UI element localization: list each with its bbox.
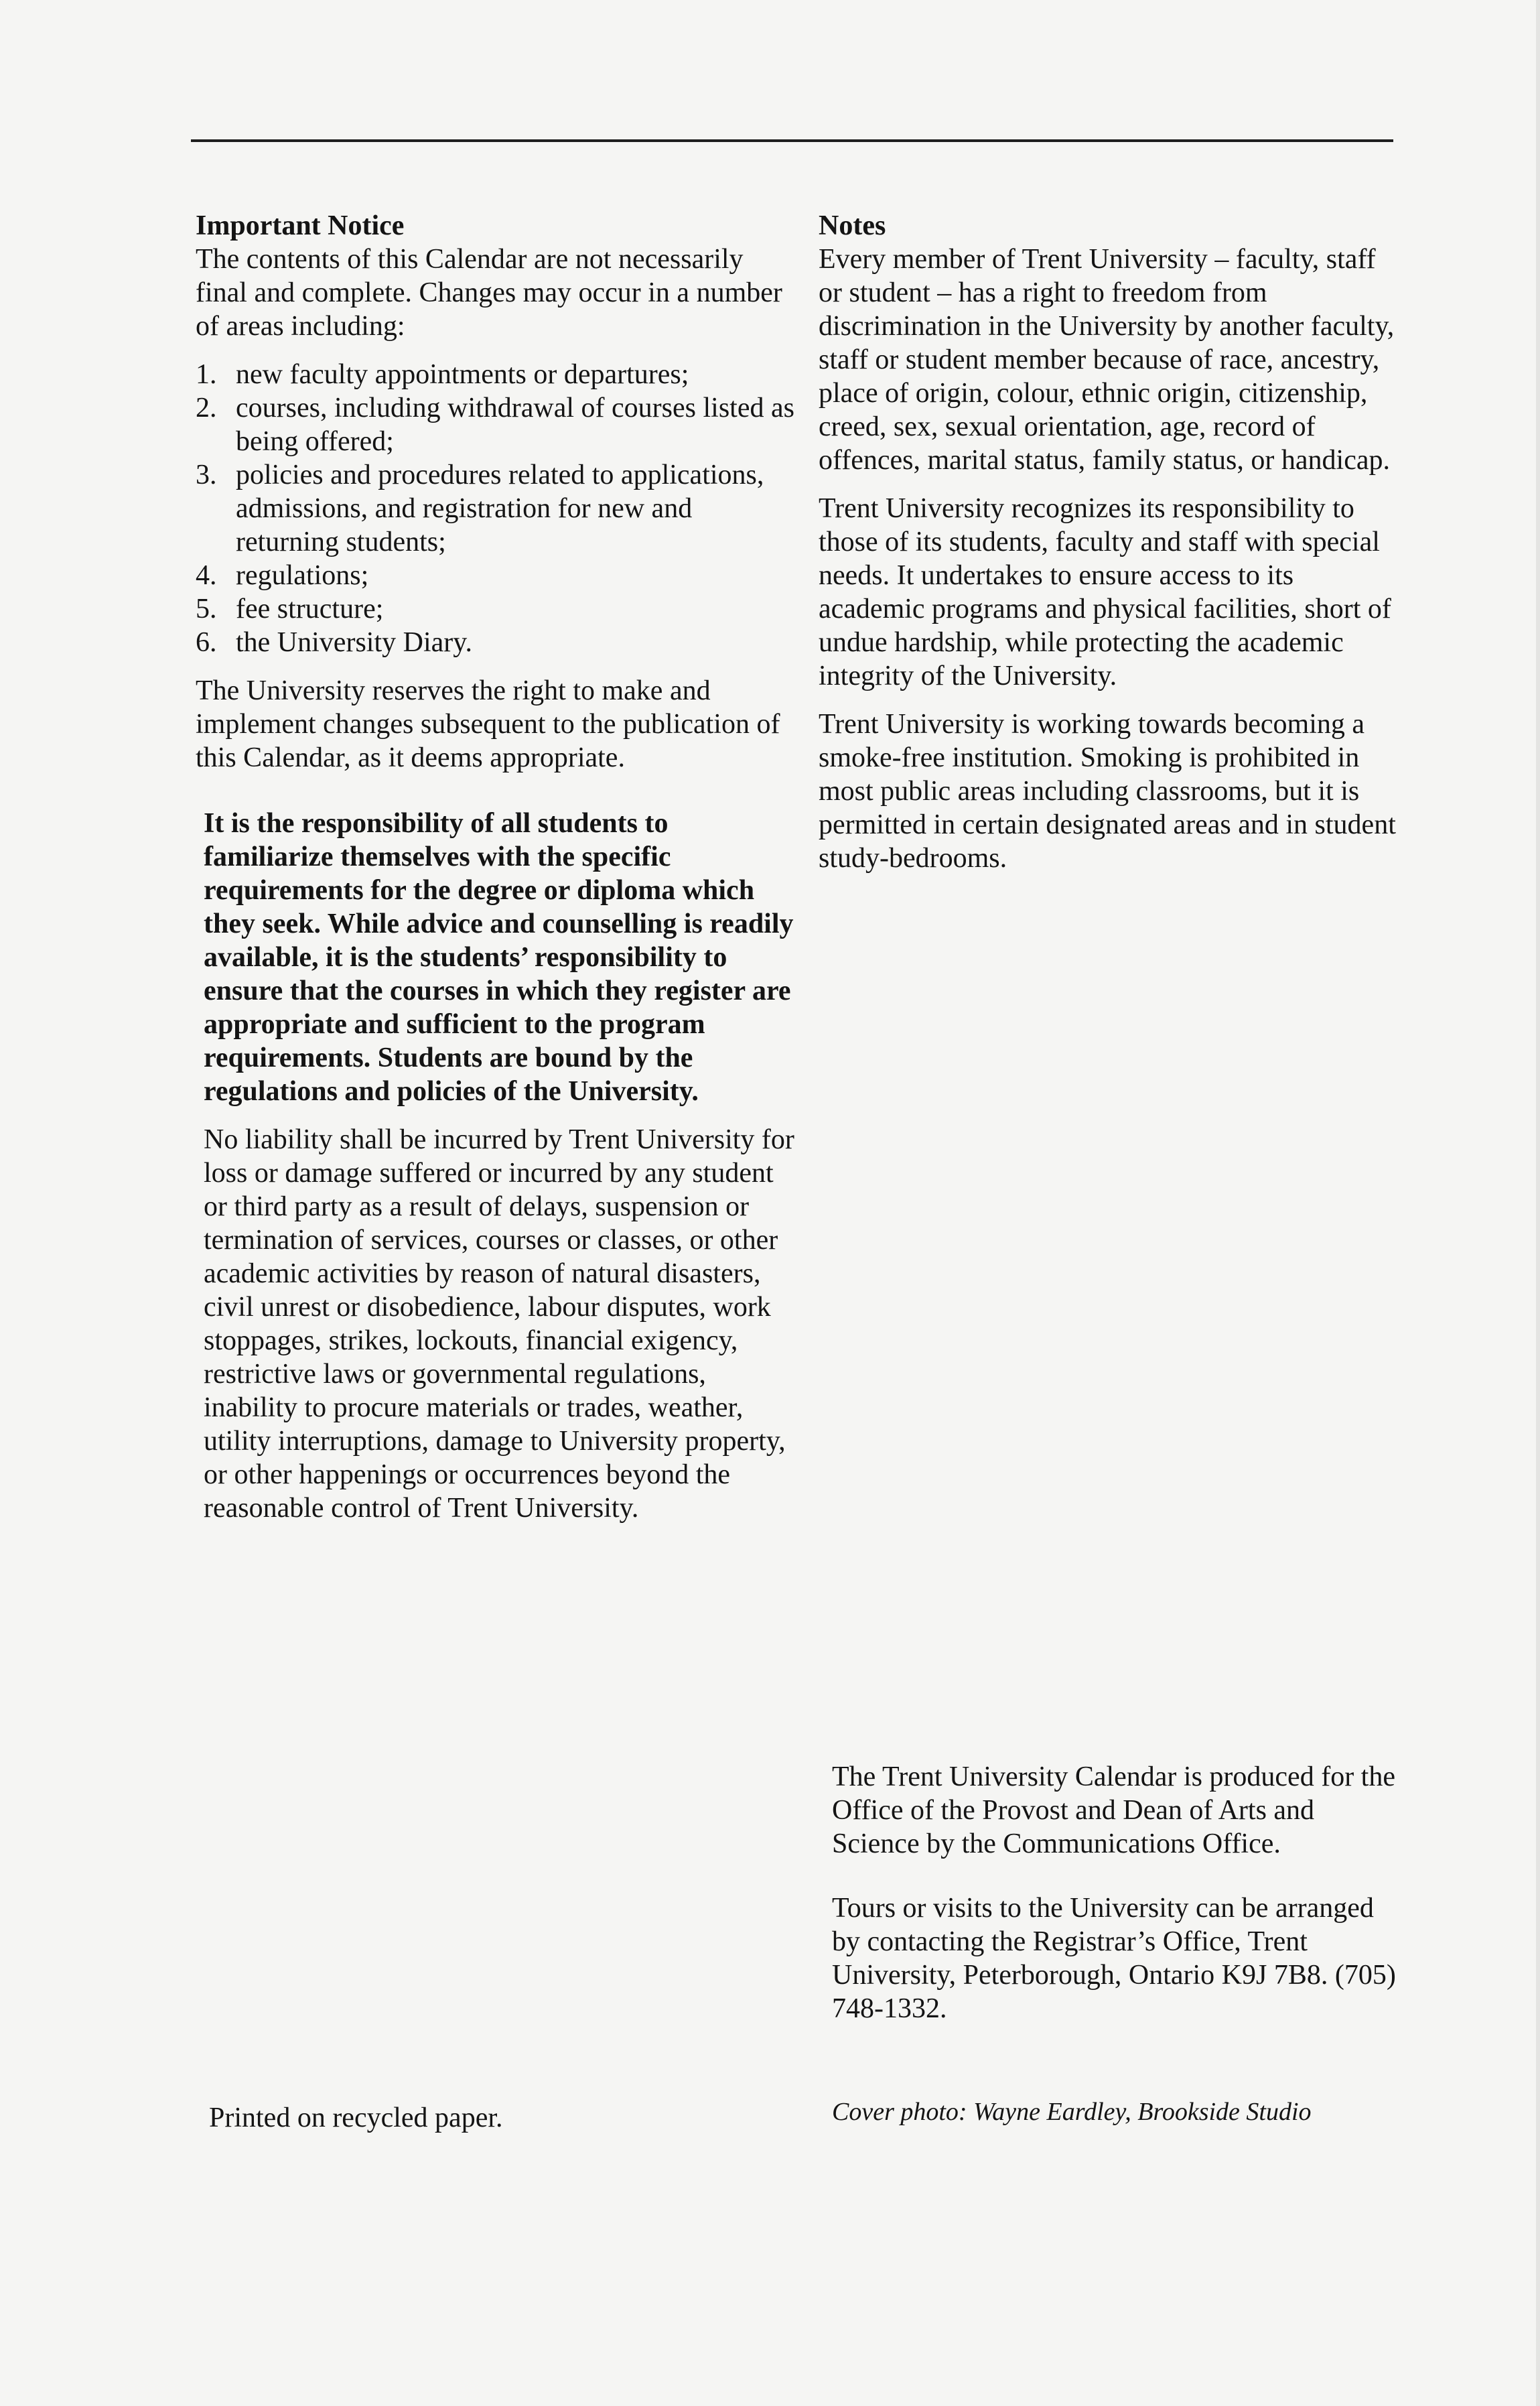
cover-photo-credit: Cover photo: Wayne Eardley, Brookside Studio (832, 2098, 1312, 2126)
special-needs-paragraph: Trent University recognizes its responsibility to those of its students, faculty and staff with special needs. It undertakes to ensure access to its academic programs and physical facilities, short of undue hardship, while protecting the academic integrity of the University. (819, 493, 1391, 691)
list-item-text: regulations; (236, 560, 369, 591)
list-item-number: 2. (196, 393, 217, 423)
list-item (196, 592, 798, 626)
list-item (196, 391, 798, 458)
list-item-text: courses, including withdrawal of courses listed as being offered; (236, 393, 794, 457)
list-item-text: policies and procedures related to applications, admissions, and registration for new and returning students; (236, 460, 764, 557)
list-item (196, 559, 798, 592)
list-item-number: 6. (196, 627, 217, 658)
list-item-text: the University Diary. (236, 627, 473, 658)
list-item-text: fee structure; (236, 594, 384, 624)
list-item (196, 626, 798, 659)
recycled-paper-note: Printed on recycled paper. (209, 2102, 503, 2133)
responsibility-paragraph: It is the responsibility of all students to familiarize themselves with the specific requirements for the degree or diploma which they seek. While advice and counselling is readily available, it is the students’ responsibility to ensure that the courses in which they register are appropriate and sufficient to the program requirements. Students are bound by the regulations and policies of the University. (204, 808, 794, 1107)
list-item-number: 5. (196, 594, 217, 624)
important-notice-column (196, 209, 798, 1540)
important-notice-title: Important Notice (196, 210, 405, 241)
list-item-number: 3. (196, 460, 217, 490)
header-rule (191, 139, 1393, 142)
smoke-free-paragraph: Trent University is working towards becoming a smoke-free institution. Smoking is prohibited in most public areas including classrooms, but it is permitted in certain designated areas and in student study-bedrooms. (819, 709, 1396, 874)
tours-paragraph: Tours or visits to the University can be arranged by contacting the Registrar’s Office, Trent University, Peterborough, Ontario K9J 7B8. (705) 748-1332. (832, 1893, 1396, 2024)
notes-title: Notes (819, 210, 886, 241)
produced-by-paragraph: The Trent University Calendar is produced for the Office of the Provost and Dean of Arts and Science by the Communications Office. (832, 1761, 1395, 1859)
liability-paragraph: No liability shall be incurred by Trent University for loss or damage suffered or incurred by any student or third party as a result of delays, suspension or termination of services, courses or classes, or other academic activities by reason of natural disasters, civil unrest or disobedience, labour disputes, work stoppages, strikes, lockouts, financial exigency, restrictive laws or governmental regulations, inability to procure materials or trades, weather, utility interruptions, damage to University property, or other happenings or occurrences beyond the reasonable control of Trent University. (204, 1124, 794, 1524)
list-item (196, 458, 798, 559)
changes-list (196, 358, 798, 659)
list-item-number: 4. (196, 560, 217, 591)
notes-column (819, 209, 1401, 890)
important-notice-intro: The contents of this Calendar are not necessarily final and complete. Changes may occur in a number of areas including: (196, 244, 782, 342)
discrimination-paragraph: Every member of Trent University – faculty, staff or student – has a right to freedom from discrimination in the University by another faculty, staff or student member because of race, ancestry, place of origin, colour, ethnic origin, citizenship, creed, sex, sexual orientation, age, record of offences, marital status, family status, or handicap. (819, 244, 1395, 476)
list-item (196, 358, 798, 391)
list-item-text: new faculty appointments or departures; (236, 359, 689, 390)
list-item-number: 1. (196, 359, 217, 390)
calendar-credits (832, 1760, 1408, 2056)
reserve-rights-paragraph: The University reserves the right to make and implement changes subsequent to the publication of this Calendar, as it deems appropriate. (196, 675, 780, 773)
